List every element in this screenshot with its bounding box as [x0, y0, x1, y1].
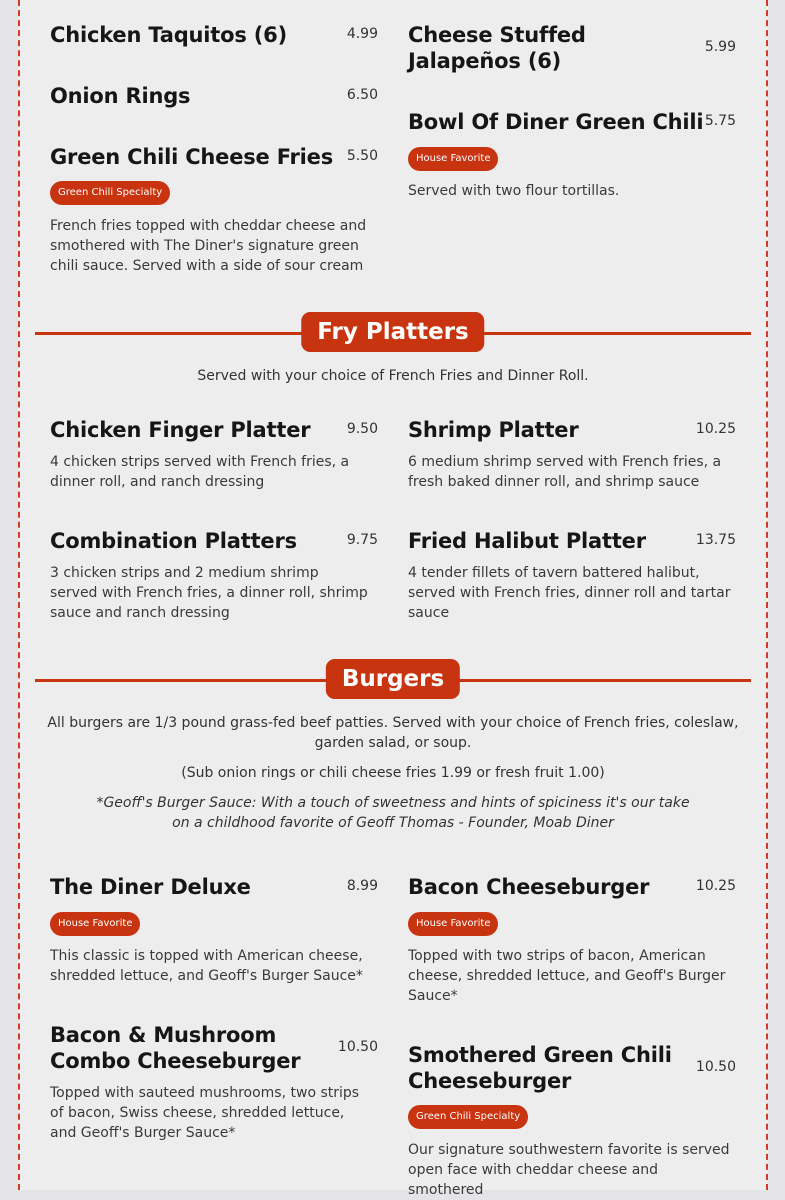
item-description: This classic is topped with American cheese, shredded lettuce, and Geoff's Burger Sauce*: [50, 948, 363, 984]
menu-item: [50, 144, 378, 284]
item-price: 8.99: [346, 878, 378, 894]
item-price: 9.75: [346, 532, 378, 548]
item-price: 9.50: [346, 421, 378, 437]
house-favorite-badge: House Favorite: [408, 147, 498, 171]
item-name: Bacon Cheeseburger: [408, 875, 650, 899]
item-description: Our signature southwestern favorite is served open face with cheddar cheese and smothered: [408, 1142, 730, 1198]
section-title: Burgers: [326, 659, 460, 699]
item-price: 5.75: [704, 113, 736, 129]
item-name: Bowl Of Diner Green Chili: [408, 110, 704, 134]
item-name: Green Chili Cheese Fries: [50, 145, 334, 169]
item-price: 10.50: [337, 1039, 378, 1055]
item-description: 4 tender fillets of tavern battered halibut, served with French fries, dinner roll and tartar sauce: [408, 565, 731, 621]
item-name: Onion Rings: [50, 84, 191, 108]
section-header-fry-platters: [35, 312, 751, 352]
item-name: Combination Platters: [50, 529, 297, 553]
section-note: (Sub onion rings or chili cheese fries 1.99 or fresh fruit 1.00): [181, 765, 605, 781]
green-chili-specialty-badge: Green Chili Specialty: [50, 181, 170, 205]
item-price: 10.25: [695, 421, 736, 437]
menu-item: [408, 109, 736, 209]
item-price: 10.25: [695, 878, 736, 894]
item-name: Shrimp Platter: [408, 418, 579, 442]
section-header-burgers: [35, 659, 751, 699]
item-name: Fried Halibut Platter: [408, 529, 646, 553]
menu-item: [408, 874, 736, 1014]
menu-item: [50, 874, 378, 994]
item-description: 6 medium shrimp served with French fries, a fresh baked dinner roll, and shrimp sauce: [408, 454, 722, 490]
item-price: 4.99: [346, 26, 378, 42]
item-price: 13.75: [695, 532, 736, 548]
item-name: Smothered Green Chili Cheeseburger: [408, 1043, 672, 1093]
item-price: 6.50: [346, 87, 378, 103]
item-name: Cheese Stuffed Jalapeños (6): [408, 23, 586, 73]
menu-item: [50, 1022, 378, 1152]
menu-item: [408, 417, 736, 497]
menu-item: [50, 83, 378, 113]
item-description: 4 chicken strips served with French fries, a dinner roll, and ranch dressing: [50, 454, 350, 490]
house-favorite-badge: House Favorite: [50, 912, 140, 936]
menu-item: [408, 1042, 736, 1198]
menu-item: [408, 22, 736, 78]
item-description: Topped with two strips of bacon, American cheese, shredded lettuce, and Geoff's Burger Sauce*: [408, 948, 726, 1004]
item-name: Chicken Taquitos (6): [50, 23, 287, 47]
menu-item: [408, 528, 736, 621]
green-chili-specialty-badge: Green Chili Specialty: [408, 1105, 528, 1129]
item-price: 5.50: [346, 148, 378, 164]
burger-sauce-note: *Geoff's Burger Sauce: With a touch of sweetness and hints of spiciness it's our take on a childhood favorite of Geoff Thomas - Founder, Moab Diner: [96, 795, 690, 831]
item-price: 5.99: [704, 39, 736, 55]
section-note: All burgers are 1/3 pound grass-fed beef patties. Served with your choice of French fries, coleslaw, garden salad, or soup.: [47, 715, 739, 751]
item-name: Chicken Finger Platter: [50, 418, 311, 442]
item-description: Topped with sauteed mushrooms, two strips of bacon, Swiss cheese, shredded lettuce, and Geoff's Burger Sauce*: [50, 1085, 360, 1141]
house-favorite-badge: House Favorite: [408, 912, 498, 936]
item-description: French fries topped with cheddar cheese and smothered with The Diner's signature green chili sauce. Served with a side of sour cream: [50, 218, 367, 274]
item-name: The Diner Deluxe: [50, 875, 251, 899]
item-name: Bacon & Mushroom Combo Cheeseburger: [50, 1023, 301, 1073]
item-description: 3 chicken strips and 2 medium shrimp served with French fries, a dinner roll, shrimp sauce and ranch dressing: [50, 565, 368, 621]
section-note: Served with your choice of French Fries and Dinner Roll.: [197, 368, 589, 384]
item-description: Served with two flour tortillas.: [408, 183, 620, 199]
menu-item: [50, 528, 378, 628]
menu-item: [50, 22, 378, 52]
section-title: Fry Platters: [301, 312, 484, 352]
menu-item: [50, 417, 378, 497]
item-price: 10.50: [695, 1059, 736, 1075]
